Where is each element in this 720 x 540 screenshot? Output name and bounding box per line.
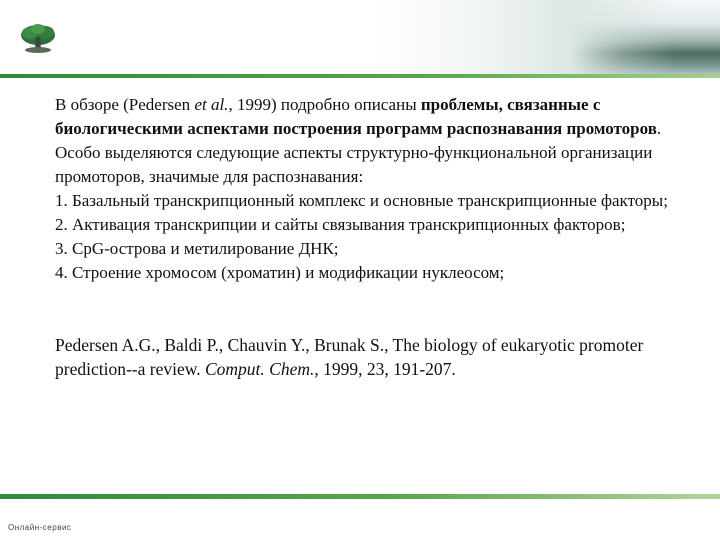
slide-content bbox=[55, 93, 707, 381]
aspect-item-4: 4. Строение хромосом (хроматин) и модификации нуклеосом; bbox=[55, 263, 505, 282]
tree-icon bbox=[19, 23, 57, 55]
intro-emphasis: проблемы, связанные с биологическими аспектами построения программ распознавания промоторов bbox=[55, 95, 657, 138]
intro-paragraph bbox=[55, 93, 707, 189]
reference-authors-title: Pedersen A.G., Baldi P., Chauvin Y., Brunak S., The biology of eukaryotic promoter prediction--a review. bbox=[55, 335, 644, 379]
footer-divider bbox=[0, 494, 720, 499]
aspect-item-2: 2. Активация транскрипции и сайты связывания транскрипционных факторов; bbox=[55, 215, 626, 234]
slide-header bbox=[0, 0, 720, 76]
intro-text-end: . Особо выделяются следующие аспекты структурно-функциональной организации промоторов, значимые для распознавания: bbox=[55, 119, 662, 186]
et-al-text: et al. bbox=[194, 95, 229, 114]
header-divider bbox=[0, 74, 720, 78]
reference-journal: Comput. Chem. bbox=[204, 359, 315, 379]
aspect-item-1: 1. Базальный транскрипционный комплекс и основные транскрипционные факторы; bbox=[55, 191, 668, 210]
aspect-item-3: 3. CpG-острова и метилирование ДНК; bbox=[55, 239, 339, 258]
reference-citation bbox=[55, 333, 707, 381]
reference-details: , 1999, 23, 191-207. bbox=[314, 359, 456, 379]
header-landscape-image bbox=[570, 0, 720, 74]
footer-caption: Онлайн-сервис bbox=[8, 523, 72, 532]
intro-text-start: В обзоре (Pedersen bbox=[55, 95, 195, 114]
intro-year-text: , 1999) подробно описаны bbox=[228, 95, 421, 114]
